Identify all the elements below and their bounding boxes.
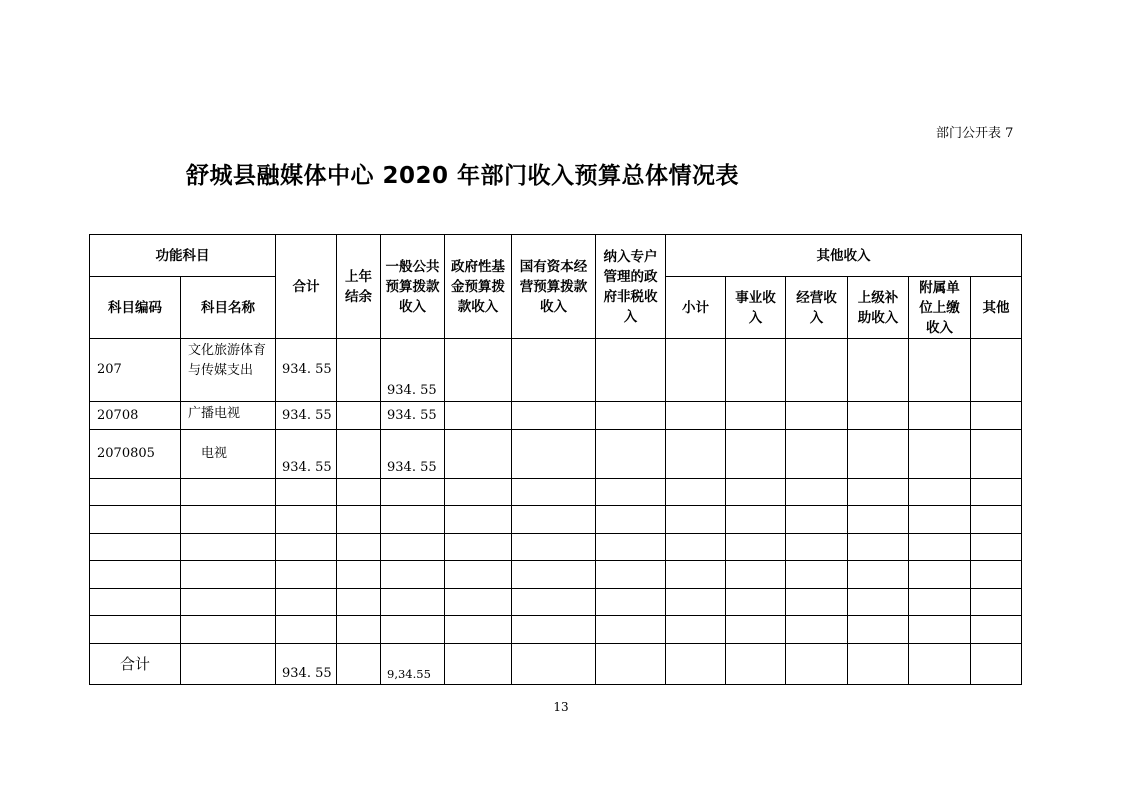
header-subject-name: 科目名称 bbox=[181, 277, 276, 339]
page-title: 舒城县融媒体中心 2020 年部门收入预算总体情况表 bbox=[186, 163, 740, 189]
table-row bbox=[90, 479, 1022, 506]
cell-total: 934. 55 bbox=[276, 430, 337, 479]
header-state-capital-budget: 国有资本经营预算拨款收入 bbox=[512, 235, 596, 339]
cell-name: 电视 bbox=[181, 430, 276, 479]
header-gov-fund-budget: 政府性基金预算拨款收入 bbox=[445, 235, 512, 339]
cell-general: 934. 55 bbox=[381, 430, 445, 479]
header-operating-income: 经营收入 bbox=[786, 277, 848, 339]
header-special-non-tax: 纳入专户管理的政府非税收入 bbox=[596, 235, 666, 339]
total-general: 9,34.55 bbox=[381, 644, 445, 685]
cell-name: 文化旅游体育与传媒支出 bbox=[181, 339, 276, 402]
table-row bbox=[90, 506, 1022, 534]
table-row bbox=[90, 616, 1022, 644]
table-row bbox=[90, 589, 1022, 616]
header-func-subject: 功能科目 bbox=[90, 235, 276, 277]
header-total: 合计 bbox=[276, 235, 337, 339]
cell-total: 934. 55 bbox=[276, 339, 337, 402]
cell-name: 广播电视 bbox=[181, 402, 276, 430]
cell-code: 20708 bbox=[90, 402, 181, 430]
table-row bbox=[90, 339, 1022, 402]
page-number: 13 bbox=[553, 700, 569, 714]
header-affiliated-income: 附属单位上缴收入 bbox=[909, 277, 971, 339]
table-row bbox=[90, 561, 1022, 589]
total-total: 934. 55 bbox=[276, 644, 337, 685]
header-prev-year-balance: 上年结余 bbox=[337, 235, 381, 339]
header-subject-code: 科目编码 bbox=[90, 277, 181, 339]
cell-code: 207 bbox=[90, 339, 181, 402]
table-row bbox=[90, 534, 1022, 561]
table-row bbox=[90, 402, 1022, 430]
header-superior-subsidy: 上级补助收入 bbox=[848, 277, 909, 339]
header-general-public-budget: 一般公共预算拨款收入 bbox=[381, 235, 445, 339]
header-other: 其他 bbox=[971, 277, 1022, 339]
cell-code: 2070805 bbox=[90, 430, 181, 479]
table-code: 部门公开表 7 bbox=[936, 126, 1014, 141]
cell-general: 934. 55 bbox=[381, 339, 445, 402]
table-row bbox=[90, 430, 1022, 479]
cell-general: 934. 55 bbox=[381, 402, 445, 430]
header-business-income: 事业收入 bbox=[726, 277, 786, 339]
total-label: 合计 bbox=[90, 644, 181, 685]
cell-total: 934. 55 bbox=[276, 402, 337, 430]
income-budget-table bbox=[89, 234, 1022, 685]
header-subtotal: 小计 bbox=[666, 277, 726, 339]
header-other-income: 其他收入 bbox=[666, 235, 1022, 277]
total-row bbox=[90, 644, 1022, 685]
